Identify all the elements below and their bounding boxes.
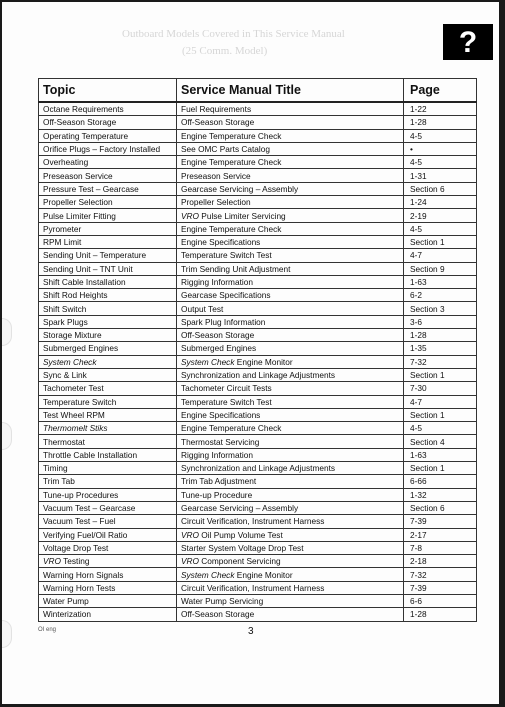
cell-page: 1-22	[404, 102, 477, 116]
cell-title: Temperature Switch Test	[177, 395, 404, 408]
cell-title: Rigging Information	[177, 275, 404, 288]
table-row	[39, 608, 477, 621]
table-row	[39, 541, 477, 554]
bleed-through-text: Outboard Models Covered in This Service Manual (25 Comm. Model)	[122, 28, 345, 57]
cell-title: Gearcase Specifications	[177, 289, 404, 302]
cell-title: Propeller Selection	[177, 196, 404, 209]
cell-topic: Sending Unit – TNT Unit	[39, 262, 177, 275]
table-row	[39, 475, 477, 488]
cell-topic: Thermostat	[39, 435, 177, 448]
table-row	[39, 435, 477, 448]
cell-topic: Timing	[39, 462, 177, 475]
table-row	[39, 275, 477, 288]
cell-topic: Sending Unit – Temperature	[39, 249, 177, 262]
cell-topic: Throttle Cable Installation	[39, 448, 177, 461]
cell-topic: Shift Cable Installation	[39, 275, 177, 288]
cell-topic: Shift Switch	[39, 302, 177, 315]
cell-topic: Pyrometer	[39, 222, 177, 235]
cell-page: 3-6	[404, 315, 477, 328]
cell-page: 4-5	[404, 222, 477, 235]
question-mark-tab: ?	[443, 24, 493, 60]
cell-page: 1-63	[404, 448, 477, 461]
cell-topic: Submerged Engines	[39, 342, 177, 355]
cell-title: VRO Pulse Limiter Servicing	[177, 209, 404, 222]
cell-page: Section 9	[404, 262, 477, 275]
cell-topic: Pressure Test – Gearcase	[39, 182, 177, 195]
cell-topic: Tune-up Procedures	[39, 488, 177, 501]
cell-title: Off-Season Storage	[177, 116, 404, 129]
cell-title: Rigging Information	[177, 448, 404, 461]
cell-title: Engine Temperature Check	[177, 156, 404, 169]
table-row	[39, 169, 477, 182]
cell-title: Off-Season Storage	[177, 608, 404, 621]
cell-topic: Overheating	[39, 156, 177, 169]
table-header-row	[39, 79, 477, 103]
cell-page: 2-17	[404, 528, 477, 541]
table-row	[39, 368, 477, 381]
table-row	[39, 488, 477, 501]
cell-title: Spark Plug Information	[177, 315, 404, 328]
table-row	[39, 555, 477, 568]
cell-title: Engine Temperature Check	[177, 422, 404, 435]
cell-page: 1-28	[404, 116, 477, 129]
cell-topic: Sync & Link	[39, 368, 177, 381]
cell-topic: Winterization	[39, 608, 177, 621]
cell-title: System Check Engine Monitor	[177, 568, 404, 581]
cell-topic: Temperature Switch	[39, 395, 177, 408]
cell-page: 4-5	[404, 156, 477, 169]
table-row	[39, 302, 477, 315]
table-row	[39, 129, 477, 142]
cell-page: 7-39	[404, 581, 477, 594]
table-row	[39, 581, 477, 594]
cell-page: Section 4	[404, 435, 477, 448]
footer-code: OI eng	[38, 627, 57, 633]
cell-page: •	[404, 142, 477, 155]
cell-page: 1-28	[404, 329, 477, 342]
cell-title: Circuit Verification, Instrument Harness	[177, 581, 404, 594]
table-row	[39, 448, 477, 461]
cell-page: 6-2	[404, 289, 477, 302]
column-header-page: Page	[404, 79, 477, 103]
table-row	[39, 355, 477, 368]
table-row	[39, 342, 477, 355]
cell-page: Section 6	[404, 501, 477, 514]
cell-topic: Verifying Fuel/Oil Ratio	[39, 528, 177, 541]
punch-hole	[2, 422, 12, 450]
table-row	[39, 182, 477, 195]
cell-page: 4-7	[404, 395, 477, 408]
table-row	[39, 568, 477, 581]
cell-page: Section 1	[404, 408, 477, 421]
cell-page: Section 1	[404, 235, 477, 248]
cell-topic: Water Pump	[39, 594, 177, 607]
cell-title: Thermostat Servicing	[177, 435, 404, 448]
table-row	[39, 315, 477, 328]
manual-page	[2, 2, 499, 704]
cell-page: 7-8	[404, 541, 477, 554]
cell-topic: Propeller Selection	[39, 196, 177, 209]
cell-page: 4-5	[404, 422, 477, 435]
cell-page: 6-6	[404, 594, 477, 607]
cell-page: 7-30	[404, 382, 477, 395]
cell-topic: Voltage Drop Test	[39, 541, 177, 554]
table-row	[39, 515, 477, 528]
cell-page: 1-24	[404, 196, 477, 209]
cell-title: VRO Component Servicing	[177, 555, 404, 568]
cell-page: 2-19	[404, 209, 477, 222]
cell-title: Output Test	[177, 302, 404, 315]
cell-title: Water Pump Servicing	[177, 594, 404, 607]
table-row	[39, 594, 477, 607]
cell-page: 1-32	[404, 488, 477, 501]
cell-topic: Orifice Plugs – Factory Installed	[39, 142, 177, 155]
cell-title: Temperature Switch Test	[177, 249, 404, 262]
cell-title: Synchronization and Linkage Adjustments	[177, 462, 404, 475]
index-table	[38, 78, 477, 622]
cell-topic: Operating Temperature	[39, 129, 177, 142]
cell-topic: Tachometer Test	[39, 382, 177, 395]
table-row	[39, 382, 477, 395]
table-row	[39, 408, 477, 421]
table-row	[39, 235, 477, 248]
cell-topic: System Check	[39, 355, 177, 368]
cell-topic: Preseason Service	[39, 169, 177, 182]
punch-hole	[2, 620, 12, 648]
cell-topic: Off-Season Storage	[39, 116, 177, 129]
cell-topic: Pulse Limiter Fitting	[39, 209, 177, 222]
table-row	[39, 209, 477, 222]
cell-topic: Thermomelt Stiks	[39, 422, 177, 435]
table-row	[39, 422, 477, 435]
cell-topic: Trim Tab	[39, 475, 177, 488]
cell-title: See OMC Parts Catalog	[177, 142, 404, 155]
cell-page: 4-5	[404, 129, 477, 142]
cell-title: Trim Sending Unit Adjustment	[177, 262, 404, 275]
cell-topic: Octane Requirements	[39, 102, 177, 116]
cell-page: 1-63	[404, 275, 477, 288]
cell-title: Tune-up Procedure	[177, 488, 404, 501]
table-row	[39, 142, 477, 155]
cell-page: Section 3	[404, 302, 477, 315]
cell-topic: VRO Testing	[39, 555, 177, 568]
table-row	[39, 262, 477, 275]
cell-topic: Warning Horn Signals	[39, 568, 177, 581]
cell-page: 4-7	[404, 249, 477, 262]
column-header-topic: Topic	[39, 79, 177, 103]
table-row	[39, 196, 477, 209]
column-header-title: Service Manual Title	[177, 79, 404, 103]
cell-title: Fuel Requirements	[177, 102, 404, 116]
cell-page: 2-18	[404, 555, 477, 568]
cell-title: Starter System Voltage Drop Test	[177, 541, 404, 554]
punch-hole	[2, 318, 12, 346]
cell-title: Tachometer Circuit Tests	[177, 382, 404, 395]
cell-topic: Vacuum Test – Fuel	[39, 515, 177, 528]
cell-page: 7-32	[404, 568, 477, 581]
cell-title: VRO Oil Pump Volume Test	[177, 528, 404, 541]
cell-topic: Test Wheel RPM	[39, 408, 177, 421]
table-row	[39, 528, 477, 541]
cell-page: Section 1	[404, 368, 477, 381]
table-row	[39, 329, 477, 342]
cell-title: Off-Season Storage	[177, 329, 404, 342]
cell-topic: Shift Rod Heights	[39, 289, 177, 302]
cell-title: Gearcase Servicing – Assembly	[177, 501, 404, 514]
cell-page: Section 1	[404, 462, 477, 475]
cell-title: Circuit Verification, Instrument Harness	[177, 515, 404, 528]
table-row	[39, 116, 477, 129]
cell-topic: Storage Mixture	[39, 329, 177, 342]
cell-title: Trim Tab Adjustment	[177, 475, 404, 488]
table-row	[39, 289, 477, 302]
cell-topic: Spark Plugs	[39, 315, 177, 328]
cell-title: Engine Specifications	[177, 235, 404, 248]
cell-topic: RPM Limit	[39, 235, 177, 248]
table-row	[39, 501, 477, 514]
cell-page: 6-66	[404, 475, 477, 488]
table-row	[39, 395, 477, 408]
cell-title: Gearcase Servicing – Assembly	[177, 182, 404, 195]
cell-topic: Vacuum Test – Gearcase	[39, 501, 177, 514]
table-row	[39, 156, 477, 169]
table-row	[39, 249, 477, 262]
table-row	[39, 222, 477, 235]
cell-page: 7-32	[404, 355, 477, 368]
cell-page: Section 6	[404, 182, 477, 195]
cell-title: Submerged Engines	[177, 342, 404, 355]
cell-topic: Warning Horn Tests	[39, 581, 177, 594]
page-number: 3	[248, 626, 254, 637]
cell-title: Engine Temperature Check	[177, 222, 404, 235]
table-row	[39, 462, 477, 475]
cell-title: Synchronization and Linkage Adjustments	[177, 368, 404, 381]
cell-page: 1-31	[404, 169, 477, 182]
cell-page: 1-35	[404, 342, 477, 355]
cell-title: Preseason Service	[177, 169, 404, 182]
cell-page: 7-39	[404, 515, 477, 528]
cell-page: 1-28	[404, 608, 477, 621]
cell-title: Engine Temperature Check	[177, 129, 404, 142]
table-row	[39, 102, 477, 116]
cell-title: System Check Engine Monitor	[177, 355, 404, 368]
cell-title: Engine Specifications	[177, 408, 404, 421]
